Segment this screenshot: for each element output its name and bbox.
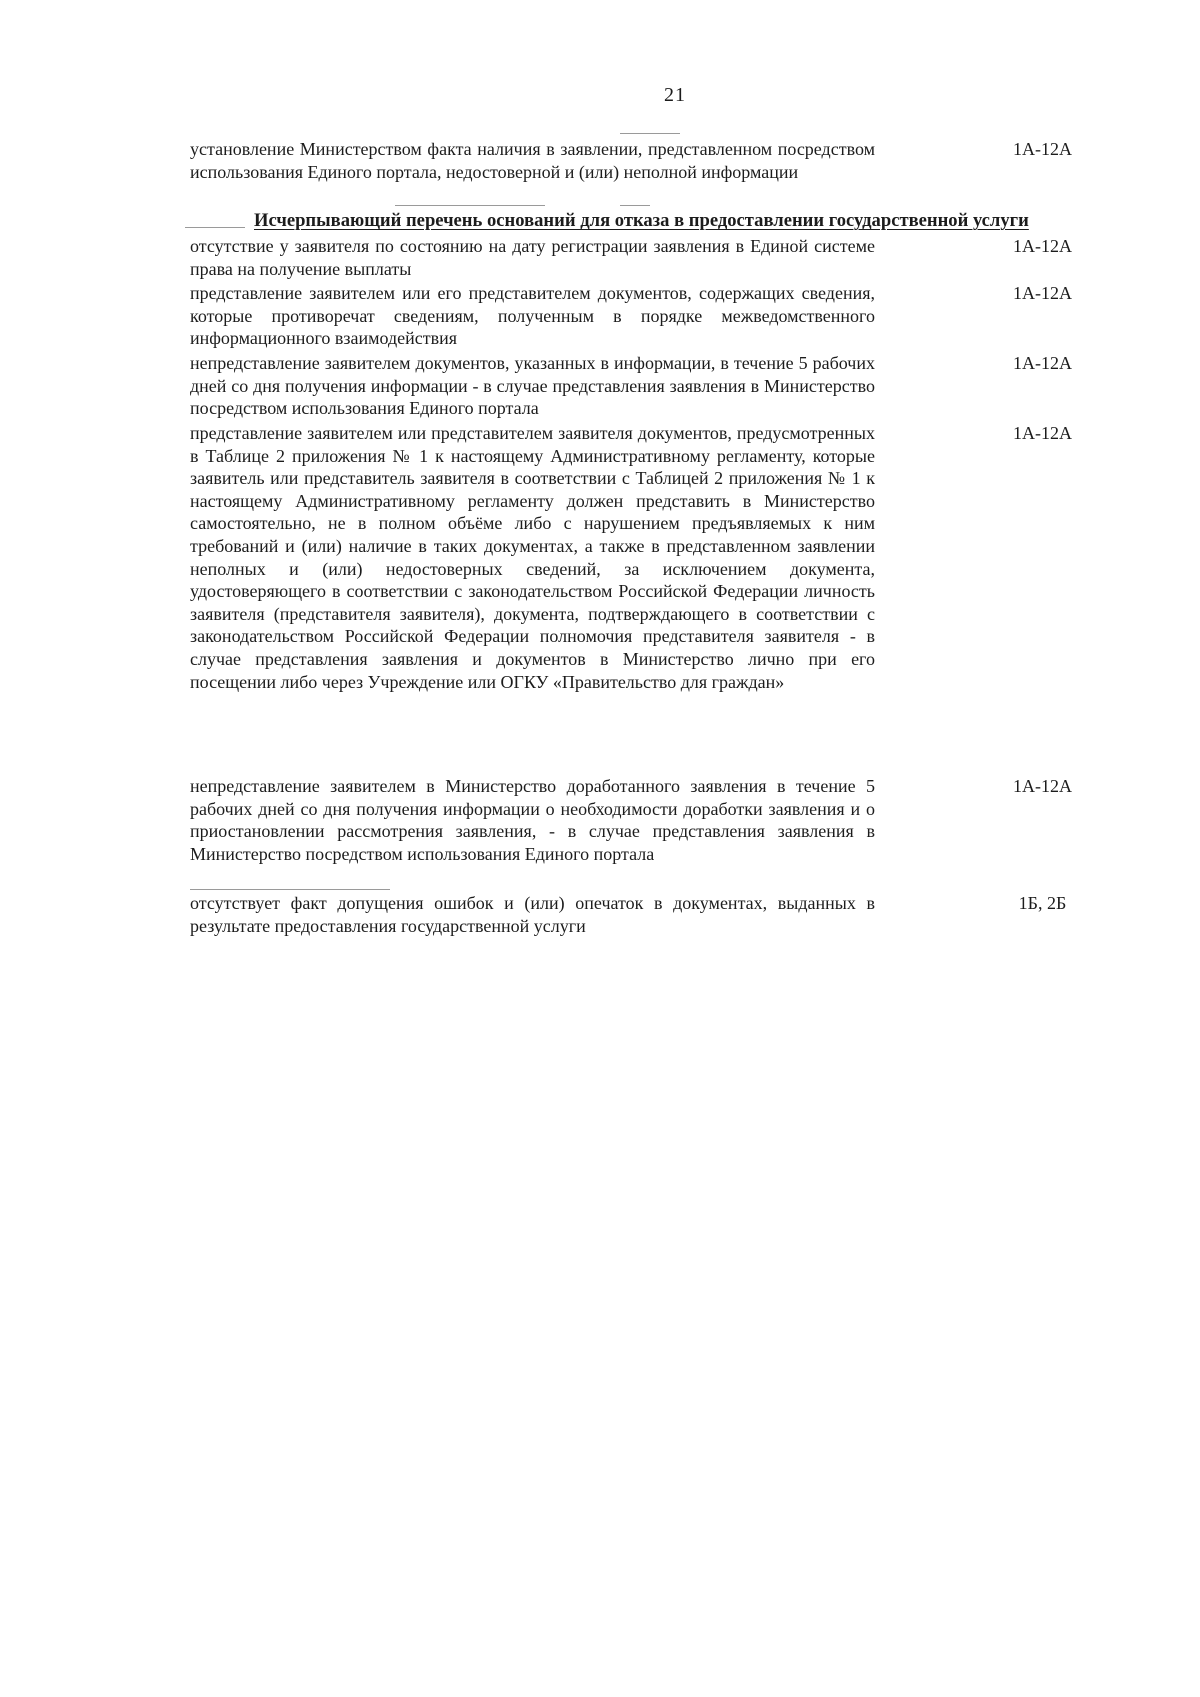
row-description: отсутствие у заявителя по состоянию на дату регистрации заявления в Единой системе права на получение выплаты [190, 236, 875, 279]
row-description: непредставление заявителем документов, указанных в информации, в течение 5 рабочих дней со дня получения информации - в случае представления заявления в Министерство посредством использования Единого портала [190, 353, 875, 419]
scan-artifact [620, 205, 650, 206]
page-number: 21 [664, 84, 686, 106]
row-code: 1А-12А [1013, 423, 1072, 443]
table-row [190, 775, 1070, 865]
row-description: отсутствует факт допущения ошибок и (или) опечаток в документах, выданных в результате предоставления государственной услуги [190, 893, 875, 936]
table-row [190, 892, 1070, 937]
row-code: 1А-12А [1013, 139, 1072, 159]
row-description: представление заявителем или представителем заявителя документов, предусмотренных в Таблице 2 приложения № 1 к настоящему Административному регламенту, которые заявитель или представитель заявителя в соответствии с Таблицей 2 приложения № 1 к настоящему Административному регламенту должен представить в Министерство самостоятельно, не в полном объёме либо с нарушением предъявляемых к ним требований и (или) наличие в таких документах, а также в представленном заявлении неполных и (или) недостоверных сведений, за исключением документа, удостоверяющего в соответствии с законодательством Российской Федерации личность заявителя (представителя заявителя), документа, подтверждающего в соответствии с законодательством Российской Федерации полномочия представителя заявителя - в случае представления заявления и документов в Министерство лично при его посещении либо через Учреждение или ОГКУ «Правительство для граждан» [190, 423, 875, 692]
row-code: 1А-12А [1013, 236, 1072, 256]
row-code: 1Б, 2Б [1018, 893, 1067, 913]
table-row [190, 235, 1070, 280]
scan-artifact [620, 133, 680, 134]
section-heading: Исчерпывающий перечень оснований для отказа в предоставлении государственной услуги [254, 210, 1029, 231]
row-code: 1А-12А [1013, 353, 1072, 373]
row-code: 1А-12А [1013, 776, 1072, 796]
scan-artifact [185, 227, 245, 228]
table-row [190, 282, 1070, 350]
scan-artifact [395, 205, 545, 206]
row-description: представление заявителем или его представителем документов, содержащих сведения, которые противоречат сведениям, полученным в порядке межведомственного информационного взаимодействия [190, 283, 875, 349]
row-description: установление Министерством факта наличия в заявлении, представленном посредством использования Единого портала, недостоверной и (или) неполной информации [190, 139, 875, 182]
scan-artifact [190, 889, 390, 890]
table-row [190, 352, 1070, 420]
row-code: 1А-12А [1013, 283, 1072, 303]
table-row [190, 422, 1070, 693]
row-description: непредставление заявителем в Министерство доработанного заявления в течение 5 рабочих дней со дня получения информации о необходимости доработки заявления и о приостановлении рассмотрения заявления, - в случае представления заявления в Министерство посредством использования Единого портала [190, 776, 875, 864]
table-row [190, 138, 1070, 183]
